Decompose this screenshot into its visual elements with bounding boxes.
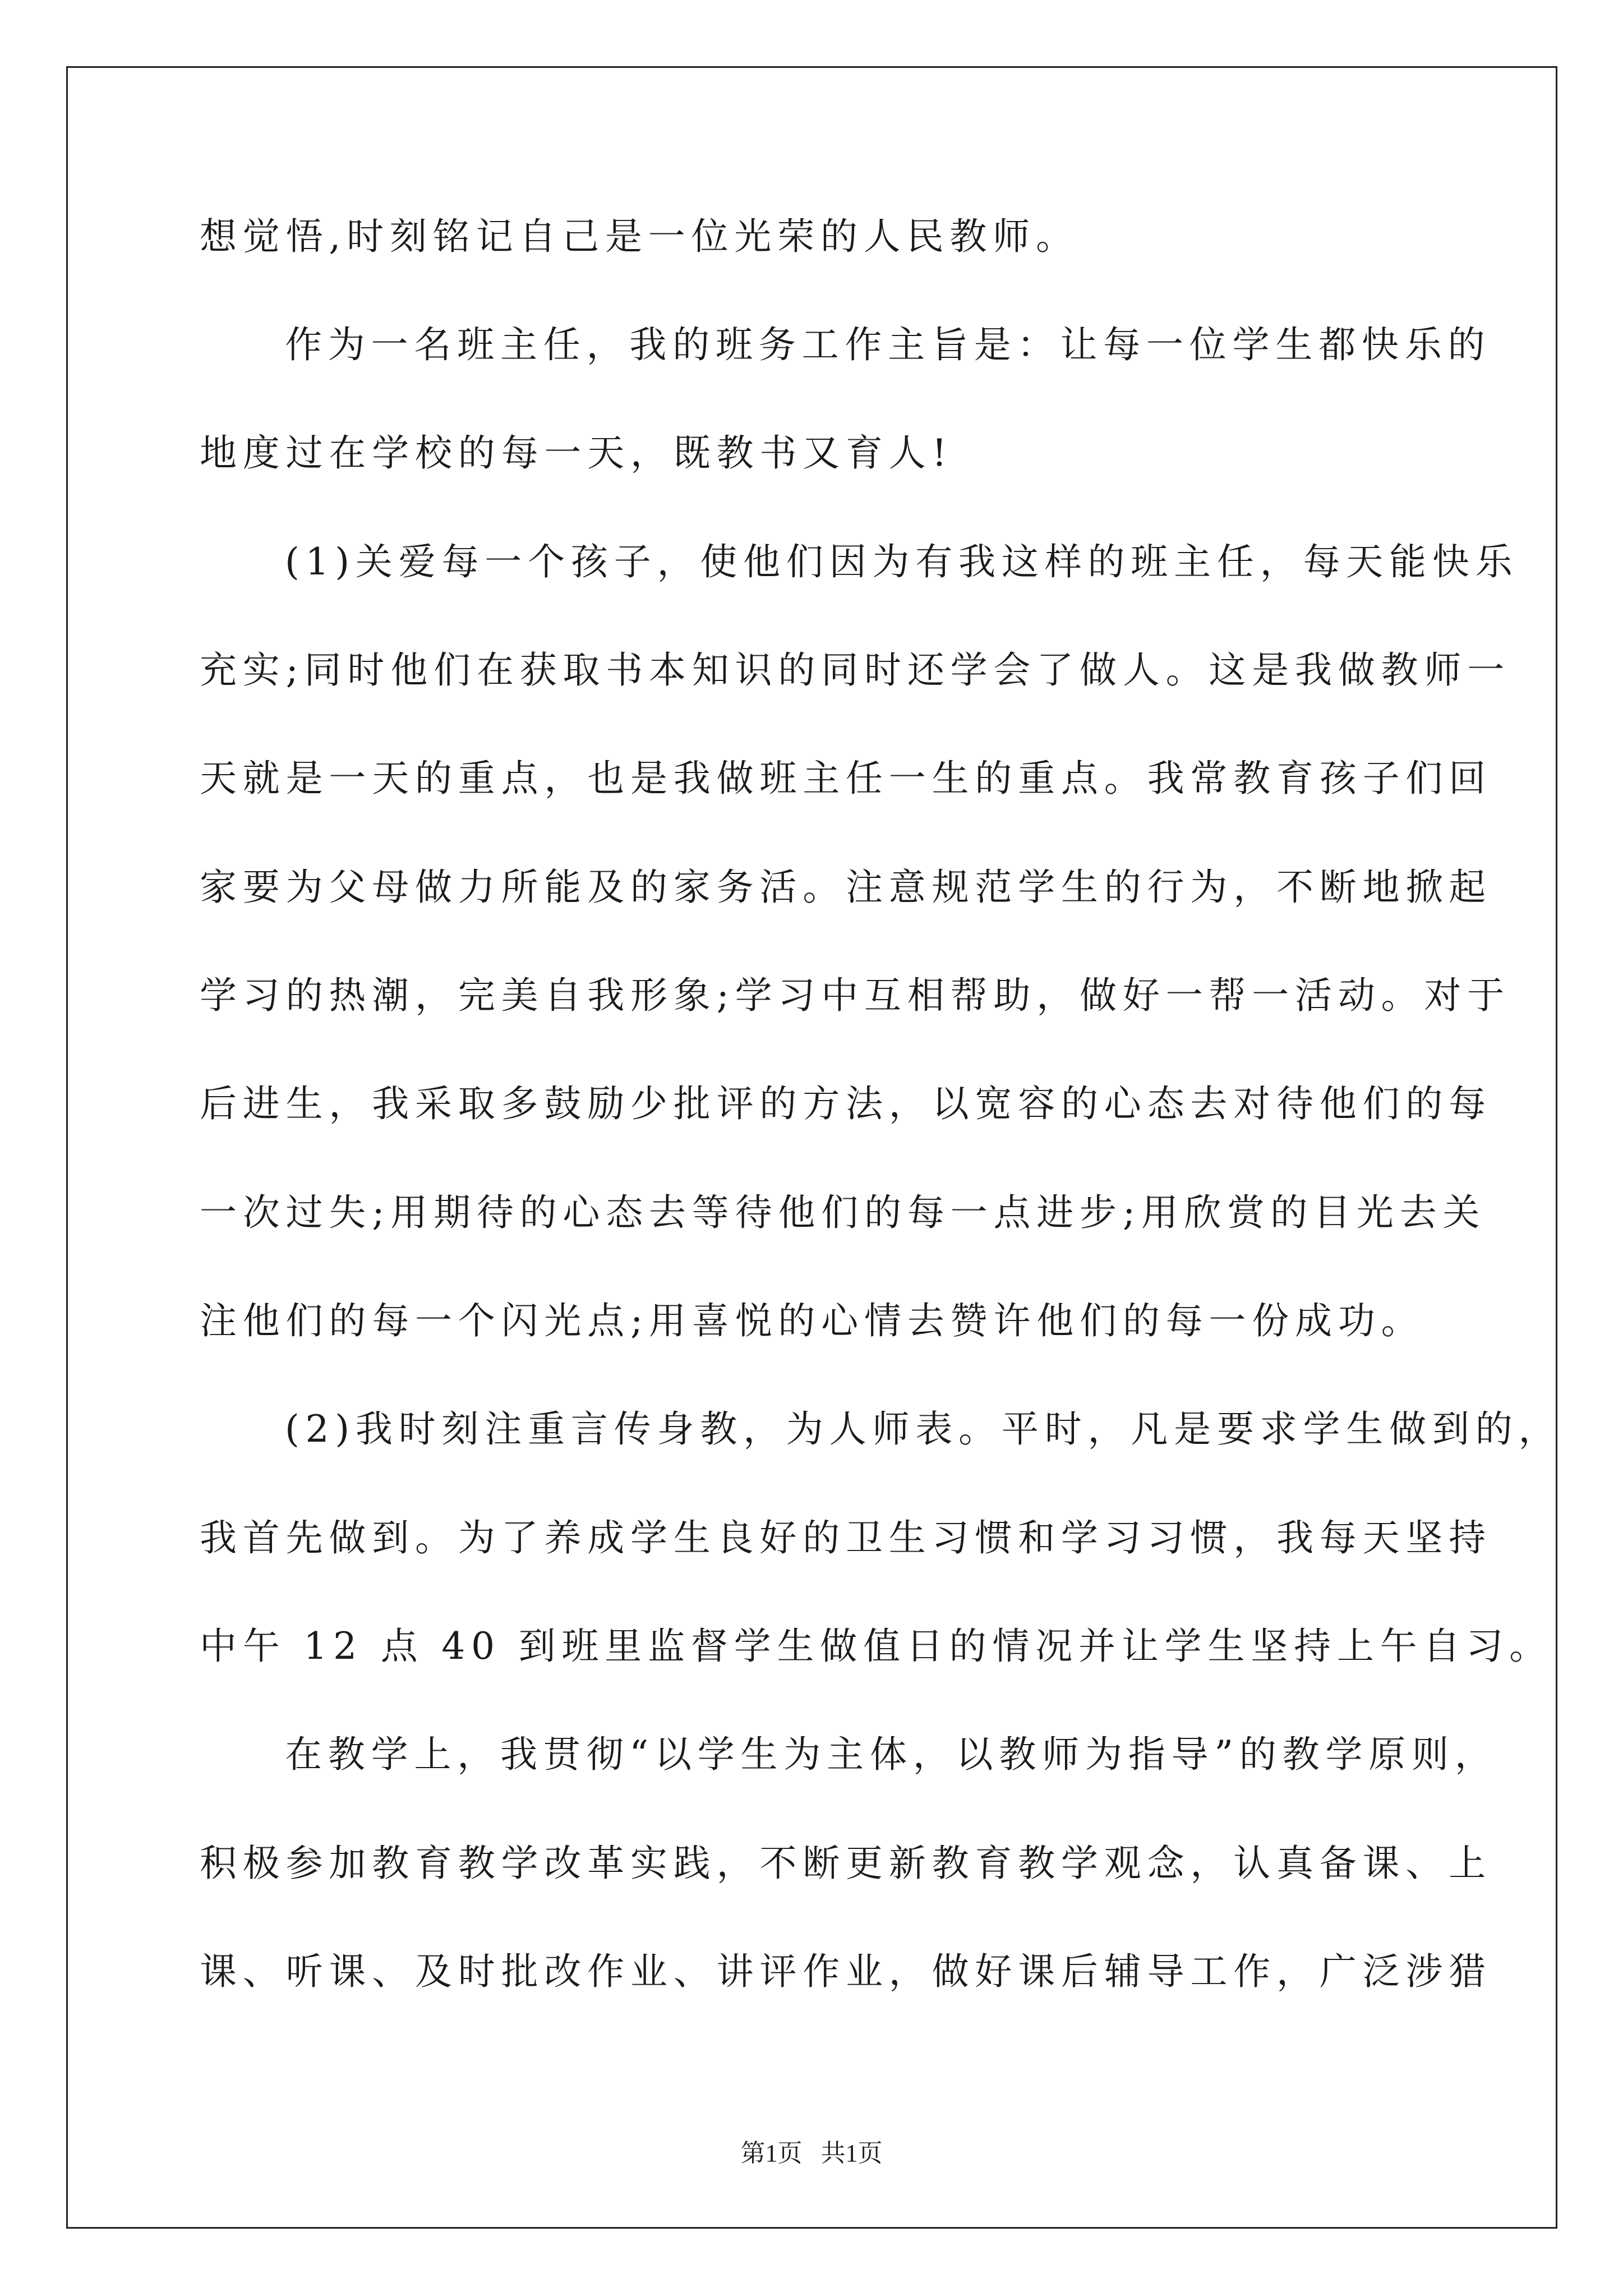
- text-line: 想觉悟,时刻铭记自己是一位光荣的人民教师。: [200, 215, 1079, 258]
- text-line: 中午 12 点 40 到班里监督学生做值日的情况并让学生坚持上午自习。: [200, 1625, 1552, 1668]
- text-line: 我首先做到。为了养成学生良好的卫生习惯和学习习惯，我每天坚持: [200, 1516, 1492, 1559]
- text-line: 注他们的每一个闪光点;用喜悦的心情去赞许他们的每一份成功。: [200, 1299, 1424, 1342]
- text-line: 后进生，我采取多鼓励少批评的方法，以宽容的心态去对待他们的每: [200, 1082, 1492, 1125]
- page-number-footer: 第1页 共1页: [740, 2139, 883, 2167]
- text-line: 学习的热潮，完美自我形象;学习中互相帮助，做好一帮一活动。对于: [200, 974, 1511, 1017]
- text-line: (2)我时刻注重言传身教，为人师表。平时，凡是要求学生做到的，: [285, 1407, 1562, 1451]
- text-line: 充实;同时他们在获取书本知识的同时还学会了做人。这是我做教师一: [200, 648, 1511, 692]
- text-line: 家要为父母做力所能及的家务活。注意规范学生的行为，不断地掀起: [200, 866, 1492, 909]
- text-line: 在教学上，我贯彻“以学生为主体，以教师为指导”的教学原则，: [285, 1733, 1498, 1776]
- document-body: [200, 215, 1562, 1993]
- text-line: 课、听课、及时批改作业、讲评作业，做好课后辅导工作，广泛涉猎: [200, 1950, 1492, 1993]
- text-line: 作为一名班主任，我的班务工作主旨是：让每一位学生都快乐的: [285, 323, 1491, 366]
- text-line: (1)关爱每一个孩子，使他们因为有我这样的班主任，每天能快乐: [285, 540, 1519, 583]
- text-line: 一次过失;用期待的心态去等待他们的每一点进步;用欣赏的目光去关: [200, 1191, 1486, 1234]
- text-line: 地度过在学校的每一天，既教书又育人!: [200, 431, 953, 475]
- text-line: 积极参加教育教学改革实践，不断更新教育教学观念，认真备课、上: [200, 1842, 1492, 1885]
- text-line: 天就是一天的重点，也是我做班主任一生的重点。我常教育孩子们回: [200, 757, 1492, 800]
